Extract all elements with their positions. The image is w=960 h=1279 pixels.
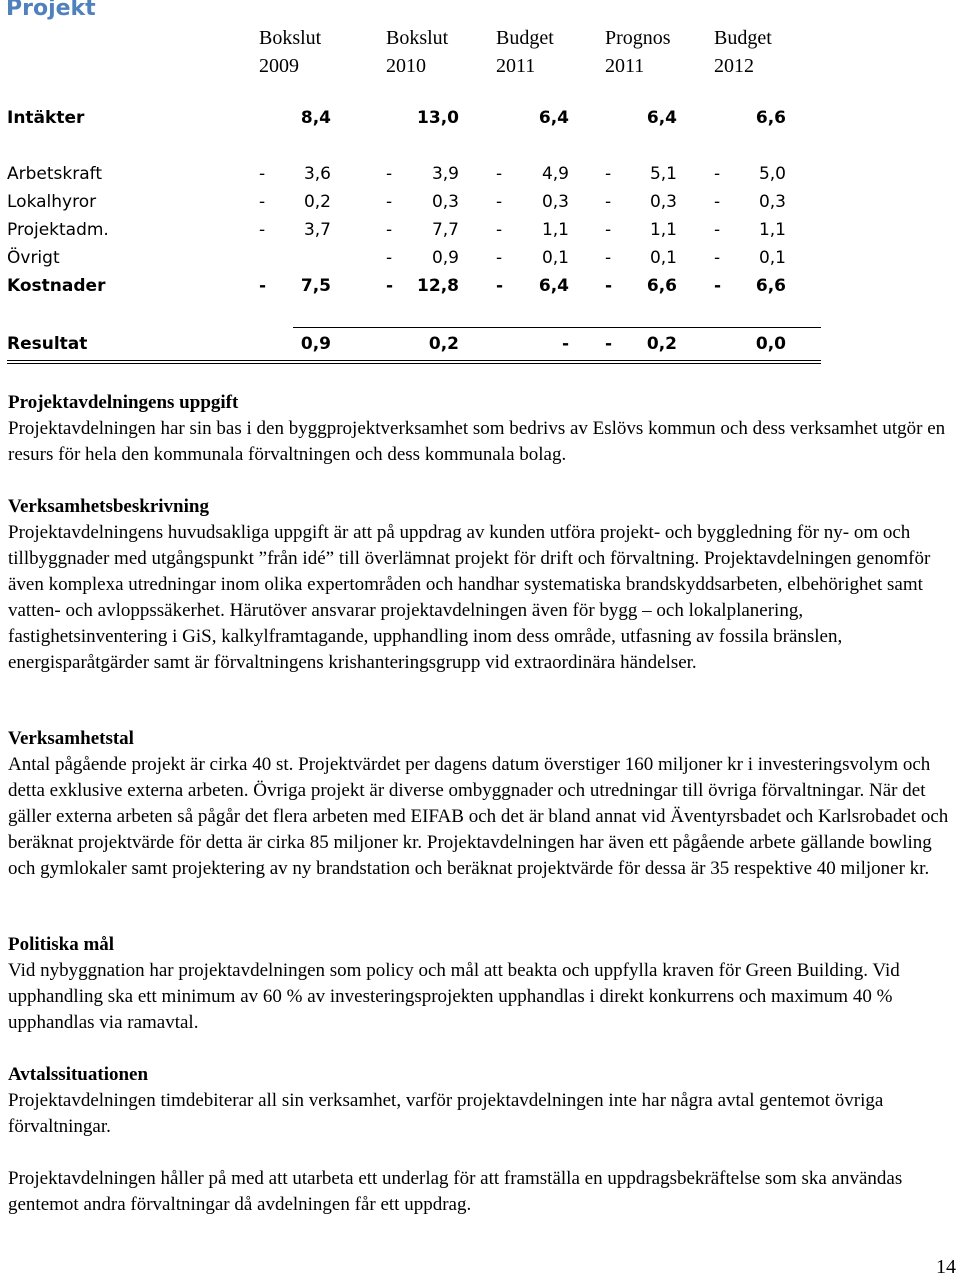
page-title: Projekt [6, 0, 96, 21]
table-cell-value: 6,6 [755, 276, 786, 296]
section-avtalssituationen [8, 1062, 956, 1218]
section-heading: Verksamhetsbeskrivning [8, 496, 209, 517]
column-header-line2: 2009 [259, 55, 299, 77]
section-heading: Politiska mål [8, 934, 115, 955]
table-cell-value: 6,6 [646, 276, 677, 296]
table-cell-value: 3,9 [431, 164, 459, 184]
table-cell-sign: - [259, 192, 266, 212]
table-cell-sign: - [605, 192, 612, 212]
table-cell-value: 7,7 [431, 220, 459, 240]
table-cell-value: 5,1 [649, 164, 677, 184]
table-cell-sign: - [714, 276, 722, 296]
section-paragraph: Vid nybyggnation har projektavdelningen som policy och mål att beakta och uppfylla kraven för Green Building. Vid upphandling ska ett minimum av 60 % av investeringsprojekten upphandlas i direkt konkurrens och maximum 40 % upphandlas via ramavtal. [8, 960, 900, 1033]
page-number: 14 [936, 1256, 956, 1278]
table-cell-sign: - [386, 248, 393, 268]
table-cell-sign: - [605, 276, 613, 296]
table-cell-value: 0,1 [758, 248, 786, 268]
table-divider [293, 327, 821, 328]
table-cell-sign: - [386, 276, 394, 296]
table-cell-value: 0,3 [431, 192, 459, 212]
table-cell-value: 0,3 [541, 192, 569, 212]
table-cell-value: 13,0 [417, 108, 459, 128]
column-header-line2: 2010 [386, 55, 426, 77]
section-paragraph: Projektavdelningen har sin bas i den byggprojektverksamhet som bedrivs av Eslövs kommun och dess verksamhet utgör en resurs för hela den kommunala förvaltningen och dess kommunala bolag. [8, 418, 946, 465]
column-header-line1: Bokslut [386, 27, 449, 49]
table-cell-value: 6,4 [646, 108, 677, 128]
section-verksamhetstal [8, 726, 956, 882]
section-uppgift [8, 390, 956, 468]
table-cell-sign: - [259, 276, 267, 296]
table-cell-value: 8,4 [300, 108, 331, 128]
column-header [496, 24, 606, 80]
section-paragraph: Projektavdelningen håller på med att utarbeta ett underlag för att framställa en uppdragsbekräftelse som ska användas gentemot andra förvaltningar då avdelningen får ett uppdrag. [8, 1168, 903, 1215]
table-cell-sign: - [714, 192, 721, 212]
column-header-line1: Prognos [605, 27, 671, 49]
column-header [605, 24, 715, 80]
table-cell-value: 0,2 [428, 334, 459, 354]
table-row-label: Resultat [7, 334, 88, 354]
table-cell-sign: - [496, 192, 503, 212]
table-divider [7, 360, 821, 361]
table-cell-sign: - [386, 220, 393, 240]
section-heading: Avtalssituationen [8, 1064, 149, 1085]
table-cell-value: 0,3 [758, 192, 786, 212]
table-cell-value: 0,1 [541, 248, 569, 268]
section-heading: Verksamhetstal [8, 728, 134, 749]
table-cell-sign: - [714, 164, 721, 184]
table-cell-value: 6,6 [755, 108, 786, 128]
table-row-label: Övrigt [7, 248, 60, 268]
table-cell-value: 0,2 [646, 334, 677, 354]
table-cell-sign: - [259, 220, 266, 240]
table-cell-sign: - [496, 248, 503, 268]
column-header-line1: Budget [496, 27, 554, 49]
table-row-label: Kostnader [7, 276, 106, 296]
column-header-line1: Bokslut [259, 27, 322, 49]
table-cell-value: 3,6 [303, 164, 331, 184]
table-cell-sign: - [259, 164, 266, 184]
table-cell-sign: - [386, 192, 393, 212]
table-cell-value: 1,1 [541, 220, 569, 240]
table-cell-sign: - [605, 164, 612, 184]
column-header [259, 24, 369, 80]
table-cell-value: 1,1 [758, 220, 786, 240]
table-row-label: Lokalhyror [7, 192, 97, 212]
table-cell-sign: - [605, 220, 612, 240]
table-cell-value: 4,9 [541, 164, 569, 184]
column-header [386, 24, 496, 80]
table-cell-sign: - [714, 248, 721, 268]
section-paragraph: Antal pågående projekt är cirka 40 st. Projektvärdet per dagens datum överstiger 160 miljoner kr i investeringsvolym och detta exklusive externa arbeten. Övriga projekt är diverse ombyggnader och utredningar till övriga förvaltningar. När det gäller externa arbeten så pågår det flera arbeten med EIFAB och det är bland annat vid Äventyrsbadet och Karlsrobadet och beräknat projektvärde för detta är cirka 85 miljoner kr. Projektavdelningen har även ett pågående arbete gällande bowling och gymlokaler samt projektering av ny brandstation och beräknat projektvärde för dessa är 35 respektive 40 miljoner kr. [8, 754, 949, 879]
table-cell-value: 6,4 [538, 108, 569, 128]
table-cell-sign: - [714, 220, 721, 240]
section-verksamhetsbeskrivning [8, 494, 956, 676]
column-header-line2: 2011 [496, 55, 536, 77]
table-cell-value: 1,1 [649, 220, 677, 240]
table-cell-sign: - [496, 276, 504, 296]
section-paragraph: Projektavdelningen timdebiterar all sin verksamhet, varför projektavdelningen inte har några avtal gentemot övriga förvaltningar. [8, 1090, 884, 1137]
section-politiska-mal [8, 932, 956, 1036]
table-cell-value: 0,1 [649, 248, 677, 268]
column-header [714, 24, 824, 80]
table-row-label: Intäkter [7, 108, 85, 128]
column-header-line1: Budget [714, 27, 772, 49]
table-cell-sign: - [605, 248, 612, 268]
table-cell-value: 7,5 [300, 276, 331, 296]
table-cell-sign: - [605, 334, 613, 354]
table-cell-value: 6,4 [538, 276, 569, 296]
table-cell-sign: - [496, 164, 503, 184]
table-cell-value: 3,7 [303, 220, 331, 240]
column-header-line2: 2012 [714, 55, 754, 77]
column-header-line2: 2011 [605, 55, 645, 77]
table-cell-value: - [561, 334, 569, 354]
table-row-label: Projektadm. [7, 220, 109, 240]
table-cell-value: 0,0 [755, 334, 786, 354]
table-cell-sign: - [386, 164, 393, 184]
table-cell-sign: - [496, 220, 503, 240]
table-cell-value: 0,2 [303, 192, 331, 212]
table-divider [7, 363, 821, 364]
table-cell-value: 0,9 [431, 248, 459, 268]
table-cell-value: 0,3 [649, 192, 677, 212]
section-heading: Projektavdelningens uppgift [8, 392, 239, 413]
table-row-label: Arbetskraft [7, 164, 102, 184]
table-cell-value: 12,8 [417, 276, 459, 296]
table-cell-value: 0,9 [300, 334, 331, 354]
section-paragraph: Projektavdelningens huvudsakliga uppgift är att på uppdrag av kunden utföra projekt- och byggledning för ny- om och tillbyggnader med utgångspunkt ”från idé” till överlämnat projekt för drift och förvaltning. Projektavdelningen genomför även komplexa utredningar inom olika expertområden och handhar systematiska brandskyddsarbeten, elbehörighet samt vatten- och avloppssäkerhet. Härutöver ansvarar projektavdelningen även för bygg – och lokalplanering, fastighetsinventering i GiS, kalkylframtagande, upphandling inom dess område, utfasning av fossila bränslen, energisparåtgärder samt är förvaltningens krishanteringsgrupp vid extraordinära händelser. [8, 522, 931, 673]
table-cell-value: 5,0 [758, 164, 786, 184]
